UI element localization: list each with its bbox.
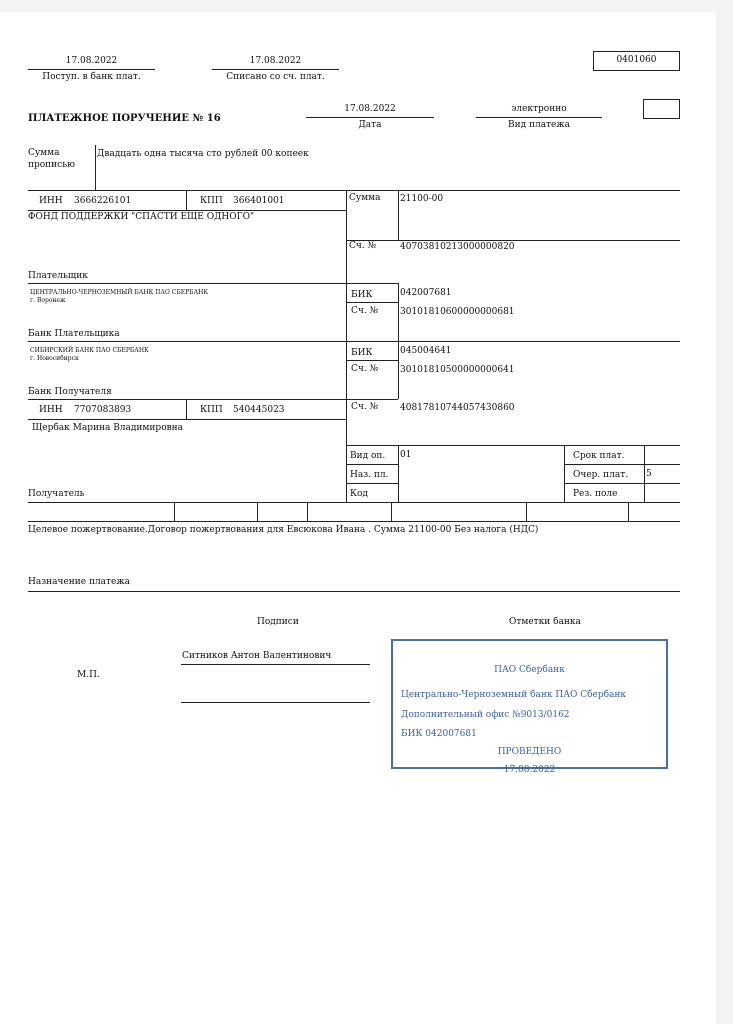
grid-line	[644, 445, 645, 502]
signature-line	[181, 702, 370, 703]
divider	[212, 69, 339, 70]
srok-label: Срок плат.	[573, 451, 625, 461]
amount: 21100-00	[400, 194, 444, 204]
grid-line	[346, 464, 398, 465]
amount-words: Двадцать одна тысяча сто рублей 00 копеек	[97, 149, 309, 159]
grid-line	[28, 521, 680, 522]
grid-line	[174, 502, 175, 521]
grid-line	[564, 445, 565, 502]
payer-bank-account-label: Сч. №	[351, 306, 379, 316]
grid-line	[28, 399, 398, 400]
doc-date: 17.08.2022	[344, 104, 396, 114]
grid-line	[564, 483, 680, 484]
grid-line	[398, 190, 399, 240]
grid-line	[28, 419, 346, 420]
payer-account-label: Сч. №	[349, 241, 377, 251]
payer-bank-name: ЦЕНТРАЛЬНО-ЧЕРНОЗЕМНЫЙ БАНК ПАО СБЕРБАНК	[30, 289, 208, 296]
payee-inn-label: ИНН	[39, 405, 63, 415]
payee-account-label: Сч. №	[351, 402, 379, 412]
form-code: 0401060	[616, 55, 657, 65]
naz-pl-label: Наз. пл.	[350, 470, 389, 480]
grid-line	[346, 445, 680, 446]
payer-bank-city: г. Воронеж	[30, 297, 66, 304]
amount-label: Сумма	[349, 193, 381, 203]
debited-date: 17.08.2022	[249, 56, 302, 66]
payer-inn: 3666226101	[74, 196, 132, 206]
document-title: ПЛАТЕЖНОЕ ПОРУЧЕНИЕ № 16	[28, 113, 221, 124]
grid-line	[398, 341, 399, 399]
grid-line	[391, 502, 392, 521]
payee-inn: 7707083893	[74, 405, 132, 415]
payment-purpose: Целевое пожертвование.Договор пожертвования для Евсюкова Ивана . Сумма 21100-00 Без налога (НДС)	[28, 525, 539, 535]
payee-bik-label: БИК	[351, 348, 373, 358]
payer-inn-label: ИНН	[39, 196, 63, 206]
stamp-bik: БИК 042007681	[401, 729, 477, 739]
divider	[306, 117, 434, 118]
grid-line	[257, 502, 258, 521]
signatures-label: Подписи	[257, 617, 299, 627]
amount-words-label: Сумма прописью	[28, 148, 75, 170]
rez-label: Рез. поле	[573, 489, 618, 499]
stamp-office: Дополнительный офис №9013/0162	[401, 710, 570, 720]
payee-bank-label: Банк Получателя	[28, 387, 112, 397]
payer-bik-label: БИК	[351, 290, 373, 300]
stamp-status: ПРОВЕДЕНО	[497, 747, 562, 757]
received-date: 17.08.2022	[65, 56, 118, 66]
payee-bik: 045004641	[400, 346, 452, 356]
grid-line	[346, 483, 398, 484]
payee-bank-city: г. Новосибирск	[30, 355, 79, 362]
grid-line	[398, 445, 399, 502]
payee-label: Получатель	[28, 489, 85, 499]
stamp-date: 17.08.2022	[503, 765, 556, 775]
payer-label: Плательщик	[28, 271, 88, 281]
signer-name: Ситников Антон Валентинович	[182, 651, 332, 661]
payment-order-sheet	[0, 12, 716, 1024]
grid-line	[186, 399, 187, 419]
payee-kpp: 540445023	[233, 405, 285, 415]
payee-name: Щербак Марина Владимировна	[32, 423, 184, 433]
payer-bank-account: 30101810600000000681	[400, 307, 515, 317]
doc-date-label: Дата	[358, 120, 382, 130]
received-label: Поступ. в банк плат.	[42, 72, 141, 82]
ocher-label: Очер. плат.	[573, 470, 629, 480]
divider	[476, 117, 602, 118]
payee-kpp-label: КПП	[200, 405, 223, 415]
signature-line	[181, 664, 370, 665]
ocher-value: 5	[646, 469, 652, 479]
divider	[95, 145, 96, 190]
payer-bik: 042007681	[400, 288, 452, 298]
payee-bank-account-label: Сч. №	[351, 364, 379, 374]
grid-line	[28, 341, 680, 342]
payee-account: 40817810744057430860	[400, 403, 515, 413]
grid-line	[346, 240, 680, 241]
grid-line	[28, 190, 680, 191]
payment-type-label: Вид платежа	[507, 120, 571, 130]
stamp-branch: Центрально-Черноземный банк ПАО Сбербанк	[401, 690, 627, 700]
stamp-bank: ПАО Сбербанк	[494, 665, 565, 675]
grid-line	[28, 502, 680, 503]
grid-line	[526, 502, 527, 521]
grid-line	[628, 502, 629, 521]
kod-label: Код	[350, 489, 368, 499]
payer-account: 40703810213000000820	[400, 242, 515, 252]
grid-line	[307, 502, 308, 521]
grid-line	[346, 360, 398, 361]
grid-line	[346, 302, 398, 303]
payer-name: ФОНД ПОДДЕРЖКИ "СПАСТИ ЕЩЕ ОДНОГО"	[28, 212, 255, 222]
payee-bank-account: 30101810500000000641	[400, 365, 515, 375]
debited-label: Списано со сч. плат.	[226, 72, 325, 82]
grid-line	[186, 190, 187, 210]
bank-marks-label: Отметки банка	[509, 617, 581, 627]
grid-line	[28, 210, 346, 211]
grid-line	[346, 190, 347, 502]
vid-op: 01	[400, 450, 412, 460]
payer-kpp-label: КПП	[200, 196, 223, 206]
payee-bank-name: СИБИРСКИЙ БАНК ПАО СБЕРБАНК	[30, 347, 149, 354]
bank-stamp	[391, 639, 668, 775]
vid-op-label: Вид оп.	[350, 451, 386, 461]
empty-box	[643, 99, 680, 119]
purpose-label: Назначение платежа	[28, 577, 130, 587]
divider	[28, 69, 155, 70]
payer-bank-label: Банк Плательщика	[28, 329, 120, 339]
grid-line	[28, 283, 398, 284]
grid-line	[564, 464, 680, 465]
payer-kpp: 366401001	[233, 196, 285, 206]
divider	[28, 591, 680, 592]
grid-line	[398, 283, 399, 341]
payment-type: электронно	[511, 104, 567, 114]
mp-label: М.П.	[77, 670, 100, 680]
